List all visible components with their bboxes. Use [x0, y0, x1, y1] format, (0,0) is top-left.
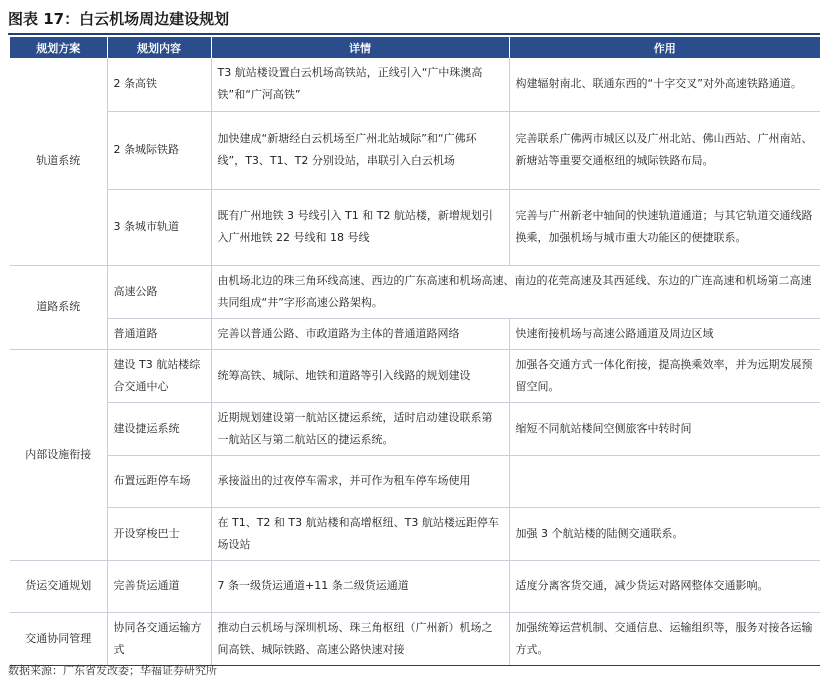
- table-row: [10, 612, 820, 665]
- title-rule: [8, 33, 820, 35]
- row-detail: 加快建成“新塘经白云机场至广州北站城际”和“广佛环线”，T3、T1、T2 分别设站，串联引入白云机场: [211, 111, 509, 189]
- table-row: [10, 349, 820, 402]
- row-content: 完善货运通道: [107, 560, 211, 612]
- row-effect: [509, 455, 820, 507]
- row-effect: 完善联系广佛两市城区以及广州北站、佛山西站、广州南站、新塘站等重要交通枢纽的城际铁路布局。: [509, 111, 820, 189]
- row-detail: 完善以普通公路、市政道路为主体的普通道路网络: [211, 318, 509, 349]
- group-road: 道路系统: [10, 265, 107, 349]
- row-content: 建设 T3 航站楼综合交通中心: [107, 349, 211, 402]
- row-content: 2 条高铁: [107, 58, 211, 111]
- row-effect: 构建辐射南北、联通东西的“十字交叉”对外高速铁路通道。: [509, 58, 820, 111]
- table-row: [10, 189, 820, 265]
- row-effect: 适度分离客货交通，减少货运对路网整体交通影响。: [509, 560, 820, 612]
- row-detail: 7 条一级货运通道+11 条二级货运通道: [211, 560, 509, 612]
- row-detail: 统筹高铁、城际、地铁和道路等引入线路的规划建设: [211, 349, 509, 402]
- row-effect: 加强统筹运营机制、交通信息、运输组织等，服务对接各运输方式。: [509, 612, 820, 665]
- group-coord: 交通协同管理: [10, 612, 107, 665]
- table-header-row: [10, 37, 820, 58]
- table-row: [10, 455, 820, 507]
- row-content: 高速公路: [107, 265, 211, 318]
- row-effect: 缩短不同航站楼间空侧旅客中转时间: [509, 402, 820, 455]
- row-effect: 加强 3 个航站楼的陆侧交通联系。: [509, 507, 820, 560]
- row-detail: 推动白云机场与深圳机场、珠三角枢纽（广州新）机场之间高铁、城际铁路、高速公路快速对接: [211, 612, 509, 665]
- source-note: 数据来源：广东省发改委；华福证券研究所: [8, 664, 217, 677]
- row-detail: 近期规划建设第一航站区捷运系统，适时启动建设联系第一航站区与第二航站区的捷运系统。: [211, 402, 509, 455]
- row-content: 建设捷运系统: [107, 402, 211, 455]
- row-content: 开设穿梭巴士: [107, 507, 211, 560]
- table-row: [10, 111, 820, 189]
- table-row: [10, 58, 820, 111]
- table-row: [10, 402, 820, 455]
- row-effect: 加强各交通方式一体化衔接，提高换乘效率，并为远期发展预留空间。: [509, 349, 820, 402]
- group-internal: 内部设施衔接: [10, 349, 107, 560]
- row-effect: 快速衔接机场与高速公路通道及周边区域: [509, 318, 820, 349]
- header-effect: 作用: [509, 37, 820, 58]
- row-effect: 完善与广州新老中轴间的快速轨道通道；与其它轨道交通线路换乘，加强机场与城市重大功能区的便捷联系。: [509, 189, 820, 265]
- row-content: 普通道路: [107, 318, 211, 349]
- table-row: [10, 560, 820, 612]
- row-detail: T3 航站楼设置白云机场高铁站，正线引入“广中珠澳高铁”和“广河高铁”: [211, 58, 509, 111]
- row-detail: 既有广州地铁 3 号线引入 T1 和 T2 航站楼，新增规划引入广州地铁 22 号线和 18 号线: [211, 189, 509, 265]
- table-row: [10, 507, 820, 560]
- row-detail: 承接溢出的过夜停车需求，并可作为租车停车场使用: [211, 455, 509, 507]
- row-content: 3 条城市轨道: [107, 189, 211, 265]
- header-scheme: 规划方案: [10, 37, 107, 58]
- planning-table: [10, 37, 820, 666]
- row-content: 2 条城际铁路: [107, 111, 211, 189]
- header-detail: 详情: [211, 37, 509, 58]
- figure-title: 图表 17：白云机场周边建设规划: [8, 10, 230, 28]
- group-rail: 轨道系统: [10, 58, 107, 265]
- header-content: 规划内容: [107, 37, 211, 58]
- row-content: 布置远距停车场: [107, 455, 211, 507]
- row-detail: 由机场北边的珠三角环线高速、西边的广东高速和机场高速、南边的花莞高速及其西延线、东边的广连高速和机场第二高速共同组成“井”字形高速公路架构。: [211, 265, 820, 318]
- row-content: 协同各交通运输方式: [107, 612, 211, 665]
- table-row: [10, 318, 820, 349]
- row-detail: 在 T1、T2 和 T3 航站楼和高增枢纽、T3 航站楼远距停车场设站: [211, 507, 509, 560]
- group-cargo: 货运交通规划: [10, 560, 107, 612]
- table-row: [10, 265, 820, 318]
